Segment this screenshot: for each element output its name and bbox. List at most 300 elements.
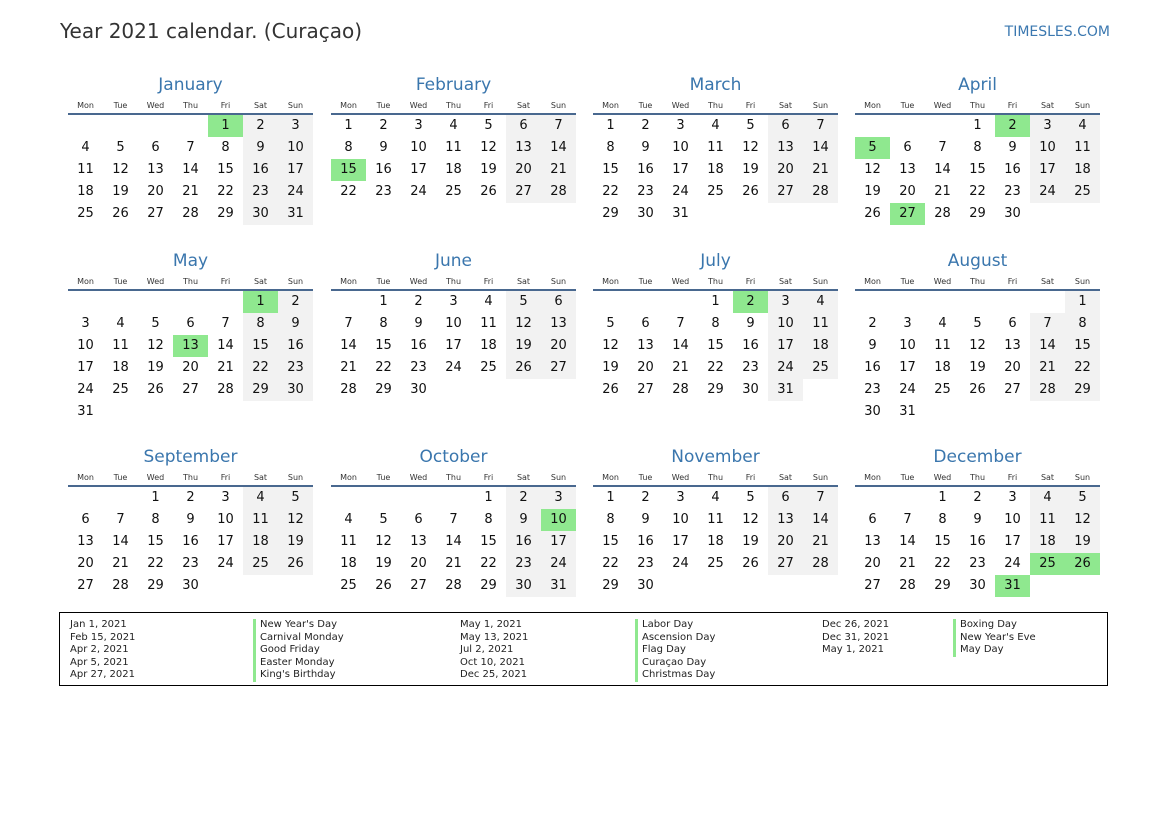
day-cell: 28 — [112, 578, 129, 593]
day-cell: 21 — [934, 184, 951, 199]
weekday-header: Sat — [768, 471, 803, 487]
day-cell: 5 — [973, 316, 982, 331]
day-cell: 4 — [116, 316, 125, 331]
month-may — [68, 250, 313, 423]
weekday-header: Fri — [208, 275, 243, 291]
day-cell: 17 — [541, 531, 576, 553]
day-cell: 14 — [182, 162, 199, 177]
weekday-header: Mon — [68, 471, 103, 487]
day-cell: 18 — [340, 556, 357, 571]
day-cell: 1 — [606, 490, 615, 505]
day-cell: 10 — [1030, 137, 1065, 159]
day-cell: 24 — [1030, 181, 1065, 203]
month-grid — [331, 96, 576, 203]
empty-cell — [103, 291, 138, 313]
day-cell: 6 — [414, 512, 423, 527]
day-cell: 2 — [186, 490, 195, 505]
day-cell: 13 — [410, 534, 427, 549]
day-cell: 14 — [217, 338, 234, 353]
weekday-header: Sat — [243, 471, 278, 487]
day-cell: 31 — [899, 404, 916, 419]
day-cell: 2 — [506, 487, 541, 509]
day-cell: 19 — [969, 360, 986, 375]
day-cell: 28 — [340, 382, 357, 397]
empty-cell — [925, 291, 960, 313]
weekday-header: Wed — [138, 471, 173, 487]
weekday-header: Tue — [103, 471, 138, 487]
day-cell: 28 — [445, 578, 462, 593]
day-cell: 21 — [217, 360, 234, 375]
day-cell: 24 — [672, 184, 689, 199]
month-name: May — [172, 251, 209, 271]
day-cell: 7 — [676, 316, 685, 331]
day-cell: 3 — [221, 490, 230, 505]
weekday-header: Wed — [138, 275, 173, 291]
day-cell: 4 — [711, 118, 720, 133]
month-grid — [68, 272, 313, 423]
day-cell: 11 — [243, 509, 278, 531]
holiday-dates-column — [460, 619, 528, 682]
day-cell: 3 — [676, 490, 685, 505]
weekday-header: Thu — [173, 275, 208, 291]
weekday-header: Tue — [628, 99, 663, 115]
empty-cell — [366, 487, 401, 509]
day-cell: 22 — [480, 556, 497, 571]
day-cell: 5 — [1065, 487, 1100, 509]
day-cell: 12 — [480, 140, 497, 155]
day-cell: 27 — [541, 357, 576, 379]
day-cell: 22 — [147, 556, 164, 571]
holiday-date: Dec 26, 2021 — [822, 619, 890, 630]
month-september — [68, 446, 313, 597]
day-cell: 18 — [445, 162, 462, 177]
day-cell: 23 — [1004, 184, 1021, 199]
site-link[interactable]: TIMESLES.COM — [1004, 24, 1110, 40]
holiday-name: King's Birthday — [260, 669, 336, 681]
day-cell: 5 — [379, 512, 388, 527]
weekday-header: Wed — [663, 471, 698, 487]
month-name: October — [419, 447, 488, 467]
day-cell: 13 — [768, 137, 803, 159]
day-cell: 18 — [707, 534, 724, 549]
day-cell: 27 — [147, 206, 164, 221]
day-cell: 4 — [1030, 487, 1065, 509]
day-cell: 16 — [375, 162, 392, 177]
month-august — [855, 250, 1100, 423]
empty-cell — [855, 487, 890, 509]
day-cell: 6 — [186, 316, 195, 331]
day-cell: 27 — [1004, 382, 1021, 397]
weekday-header: Sun — [1065, 99, 1100, 115]
day-cell: 18 — [1065, 159, 1100, 181]
day-cell: 23 — [864, 382, 881, 397]
day-cell: 11 — [707, 140, 724, 155]
day-cell: 19 — [742, 534, 759, 549]
day-cell: 6 — [506, 115, 541, 137]
day-cell: 21 — [182, 184, 199, 199]
holiday-date: Feb 15, 2021 — [70, 631, 136, 643]
day-cell: 31 — [77, 404, 94, 419]
weekday-header: Mon — [331, 275, 366, 291]
day-cell: 29 — [147, 578, 164, 593]
day-cell: 31 — [278, 203, 313, 225]
day-cell: 22 — [340, 184, 357, 199]
weekday-header: Sun — [803, 99, 838, 115]
weekday-header: Wed — [401, 275, 436, 291]
day-cell: 29 — [934, 578, 951, 593]
day-cell: 4 — [449, 118, 458, 133]
day-cell: 22 — [602, 184, 619, 199]
day-cell: 2 — [278, 291, 313, 313]
holiday-date: Oct 10, 2021 — [460, 656, 525, 668]
weekday-header: Sun — [803, 471, 838, 487]
holiday-date: Dec 25, 2021 — [460, 669, 528, 681]
day-cell: 23 — [243, 181, 278, 203]
day-cell: 12 — [742, 140, 759, 155]
day-cell: 2 — [414, 294, 423, 309]
day-cell: 30 — [243, 203, 278, 225]
day-cell: 27 — [506, 181, 541, 203]
empty-cell — [173, 115, 208, 137]
day-cell: 21 — [803, 159, 838, 181]
day-cell: 6 — [81, 512, 90, 527]
day-cell: 17 — [278, 159, 313, 181]
day-cell: 4 — [81, 140, 90, 155]
day-cell: 20 — [182, 360, 199, 375]
day-cell: 22 — [707, 360, 724, 375]
weekday-header: Sat — [1030, 471, 1065, 487]
weekday-header: Tue — [366, 471, 401, 487]
weekday-header: Tue — [103, 99, 138, 115]
day-cell: 26 — [112, 206, 129, 221]
day-cell: 30 — [278, 379, 313, 401]
day-cell: 17 — [1004, 534, 1021, 549]
day-cell: 29 — [243, 379, 278, 401]
month-grid — [331, 272, 576, 401]
weekday-header: Mon — [855, 471, 890, 487]
day-cell: 30 — [1004, 206, 1021, 221]
day-cell: 24 — [77, 382, 94, 397]
day-cell: 21 — [672, 360, 689, 375]
weekday-header: Sat — [243, 99, 278, 115]
holiday-name: Good Friday — [260, 644, 320, 656]
day-cell: 7 — [1030, 313, 1065, 335]
day-cell: 15 — [969, 162, 986, 177]
weekday-header: Fri — [995, 275, 1030, 291]
day-cell: 5 — [746, 118, 755, 133]
weekday-header: Mon — [855, 99, 890, 115]
weekday-header: Thu — [698, 471, 733, 487]
weekday-header: Mon — [331, 99, 366, 115]
day-cell: 13 — [77, 534, 94, 549]
weekday-header: Fri — [471, 275, 506, 291]
day-cell: 15 — [934, 534, 951, 549]
weekday-header: Sun — [541, 275, 576, 291]
holiday-name: Flag Day — [642, 644, 686, 656]
holiday-name: Carnival Monday — [260, 631, 344, 643]
month-name: September — [143, 447, 238, 467]
day-cell: 3 — [81, 316, 90, 331]
day-cell: 15 — [217, 162, 234, 177]
holiday-day-cell: 25 — [1030, 553, 1065, 575]
weekday-header: Wed — [663, 99, 698, 115]
day-cell: 7 — [221, 316, 230, 331]
day-cell: 23 — [375, 184, 392, 199]
day-cell: 26 — [506, 357, 541, 379]
day-cell: 7 — [803, 487, 838, 509]
day-cell: 24 — [899, 382, 916, 397]
day-cell: 3 — [768, 291, 803, 313]
day-cell: 25 — [707, 184, 724, 199]
day-cell: 25 — [445, 184, 462, 199]
day-cell: 23 — [182, 556, 199, 571]
day-cell: 12 — [147, 338, 164, 353]
weekday-header: Sat — [506, 275, 541, 291]
day-cell: 19 — [375, 556, 392, 571]
day-cell: 24 — [410, 184, 427, 199]
day-cell: 3 — [1008, 490, 1017, 505]
weekday-header: Fri — [995, 471, 1030, 487]
day-cell: 6 — [541, 291, 576, 313]
empty-cell — [103, 115, 138, 137]
holiday-name: Curaçao Day — [642, 656, 707, 668]
weekday-header: Mon — [855, 275, 890, 291]
holiday-date: Apr 5, 2021 — [70, 656, 129, 668]
weekday-header: Sat — [506, 99, 541, 115]
day-cell: 23 — [742, 360, 759, 375]
month-november — [593, 446, 838, 597]
day-cell: 21 — [899, 556, 916, 571]
day-cell: 4 — [803, 291, 838, 313]
month-march — [593, 74, 838, 225]
month-january — [68, 74, 313, 225]
day-cell: 14 — [672, 338, 689, 353]
day-cell: 18 — [934, 360, 951, 375]
day-cell: 16 — [637, 534, 654, 549]
weekday-header: Tue — [890, 471, 925, 487]
day-cell: 24 — [217, 556, 234, 571]
day-cell: 15 — [480, 534, 497, 549]
weekday-header: Sat — [768, 275, 803, 291]
day-cell: 25 — [803, 357, 838, 379]
month-name: March — [689, 75, 742, 95]
day-cell: 17 — [77, 360, 94, 375]
day-cell: 26 — [742, 556, 759, 571]
day-cell: 23 — [506, 553, 541, 575]
weekday-header: Mon — [331, 471, 366, 487]
month-july — [593, 250, 838, 401]
holiday-name: New Year's Day — [260, 619, 338, 630]
day-cell: 2 — [868, 316, 877, 331]
day-cell: 27 — [768, 553, 803, 575]
day-cell: 29 — [480, 578, 497, 593]
day-cell: 8 — [221, 140, 230, 155]
day-cell: 8 — [711, 316, 720, 331]
day-cell: 15 — [1065, 335, 1100, 357]
empty-cell — [68, 291, 103, 313]
day-cell: 5 — [116, 140, 125, 155]
holiday-names-column — [635, 619, 715, 682]
holiday-name: May Day — [960, 644, 1004, 656]
month-name: August — [947, 251, 1008, 271]
empty-cell — [995, 291, 1030, 313]
empty-cell — [960, 291, 995, 313]
day-cell: 27 — [637, 382, 654, 397]
day-cell: 22 — [934, 556, 951, 571]
day-cell: 20 — [410, 556, 427, 571]
day-cell: 9 — [641, 140, 650, 155]
day-cell: 11 — [707, 512, 724, 527]
day-cell: 20 — [77, 556, 94, 571]
day-cell: 16 — [243, 159, 278, 181]
weekday-header: Mon — [68, 99, 103, 115]
month-name: April — [958, 75, 997, 95]
day-cell: 28 — [803, 181, 838, 203]
day-cell: 11 — [1030, 509, 1065, 531]
day-cell: 19 — [112, 184, 129, 199]
empty-cell — [890, 115, 925, 137]
day-cell: 26 — [375, 578, 392, 593]
day-cell: 17 — [672, 534, 689, 549]
day-cell: 26 — [864, 206, 881, 221]
empty-cell — [68, 115, 103, 137]
day-cell: 2 — [641, 118, 650, 133]
month-name: January — [158, 75, 223, 95]
day-cell: 29 — [217, 206, 234, 221]
day-cell: 4 — [344, 512, 353, 527]
day-cell: 12 — [864, 162, 881, 177]
holiday-name: New Year's Eve — [960, 631, 1036, 643]
day-cell: 24 — [541, 553, 576, 575]
weekday-header: Tue — [890, 275, 925, 291]
weekday-header: Sun — [278, 275, 313, 291]
day-cell: 13 — [768, 509, 803, 531]
day-cell: 15 — [602, 534, 619, 549]
empty-cell — [138, 115, 173, 137]
day-cell: 2 — [243, 115, 278, 137]
day-cell: 13 — [541, 313, 576, 335]
month-april — [855, 74, 1100, 225]
day-cell: 19 — [1065, 531, 1100, 553]
weekday-header: Wed — [925, 99, 960, 115]
day-cell: 3 — [449, 294, 458, 309]
day-cell: 17 — [217, 534, 234, 549]
day-cell: 9 — [278, 313, 313, 335]
day-cell: 20 — [768, 531, 803, 553]
weekday-header: Wed — [401, 471, 436, 487]
weekday-header: Sat — [768, 99, 803, 115]
day-cell: 16 — [637, 162, 654, 177]
day-cell: 11 — [934, 338, 951, 353]
empty-cell — [138, 291, 173, 313]
day-cell: 1 — [711, 294, 720, 309]
day-cell: 12 — [506, 313, 541, 335]
empty-cell — [331, 291, 366, 313]
holiday-name: Ascension Day — [642, 631, 716, 643]
day-cell: 29 — [602, 578, 619, 593]
day-cell: 5 — [506, 291, 541, 313]
holiday-name: Christmas Day — [642, 669, 716, 681]
day-cell: 14 — [1030, 335, 1065, 357]
day-cell: 22 — [969, 184, 986, 199]
day-cell: 19 — [480, 162, 497, 177]
day-cell: 31 — [672, 206, 689, 221]
weekday-header: Sun — [541, 471, 576, 487]
day-cell: 14 — [445, 534, 462, 549]
day-cell: 23 — [637, 184, 654, 199]
day-cell: 21 — [340, 360, 357, 375]
day-cell: 8 — [484, 512, 493, 527]
day-cell: 19 — [742, 162, 759, 177]
empty-cell — [331, 487, 366, 509]
day-cell: 7 — [186, 140, 195, 155]
day-cell: 21 — [803, 531, 838, 553]
empty-cell — [855, 115, 890, 137]
weekday-header: Tue — [890, 99, 925, 115]
day-cell: 23 — [278, 357, 313, 379]
day-cell: 2 — [641, 490, 650, 505]
weekday-header: Fri — [733, 471, 768, 487]
day-cell: 1 — [484, 490, 493, 505]
day-cell: 28 — [672, 382, 689, 397]
day-cell: 5 — [606, 316, 615, 331]
day-cell: 20 — [541, 335, 576, 357]
day-cell: 8 — [344, 140, 353, 155]
holiday-day-cell: 27 — [890, 203, 925, 225]
day-cell: 6 — [868, 512, 877, 527]
weekday-header: Tue — [103, 275, 138, 291]
weekday-header: Fri — [471, 99, 506, 115]
day-cell: 23 — [410, 360, 427, 375]
month-february — [331, 74, 576, 203]
day-cell: 14 — [340, 338, 357, 353]
day-cell: 13 — [864, 534, 881, 549]
day-cell: 29 — [707, 382, 724, 397]
day-cell: 4 — [243, 487, 278, 509]
day-cell: 20 — [637, 360, 654, 375]
day-cell: 5 — [151, 316, 160, 331]
day-cell: 17 — [768, 335, 803, 357]
day-cell: 11 — [445, 140, 462, 155]
day-cell: 11 — [1065, 137, 1100, 159]
weekday-header: Thu — [698, 275, 733, 291]
day-cell: 7 — [803, 115, 838, 137]
month-october — [331, 446, 576, 597]
day-cell: 12 — [278, 509, 313, 531]
weekday-header: Fri — [208, 99, 243, 115]
weekday-header: Sun — [278, 99, 313, 115]
day-cell: 1 — [1065, 291, 1100, 313]
day-cell: 18 — [707, 162, 724, 177]
day-cell: 18 — [803, 335, 838, 357]
day-cell: 16 — [1004, 162, 1021, 177]
weekday-header: Sat — [1030, 275, 1065, 291]
day-cell: 26 — [969, 382, 986, 397]
empty-cell — [855, 291, 890, 313]
day-cell: 4 — [484, 294, 493, 309]
day-cell: 30 — [506, 575, 541, 597]
day-cell: 29 — [1065, 379, 1100, 401]
month-june — [331, 250, 576, 401]
day-cell: 16 — [410, 338, 427, 353]
empty-cell — [103, 487, 138, 509]
weekday-header: Wed — [925, 275, 960, 291]
day-cell: 24 — [1004, 556, 1021, 571]
day-cell: 10 — [672, 512, 689, 527]
holiday-date: Apr 27, 2021 — [70, 669, 136, 681]
page-title: Year 2021 calendar. (Curaçao) — [60, 19, 363, 43]
day-cell: 21 — [1030, 357, 1065, 379]
